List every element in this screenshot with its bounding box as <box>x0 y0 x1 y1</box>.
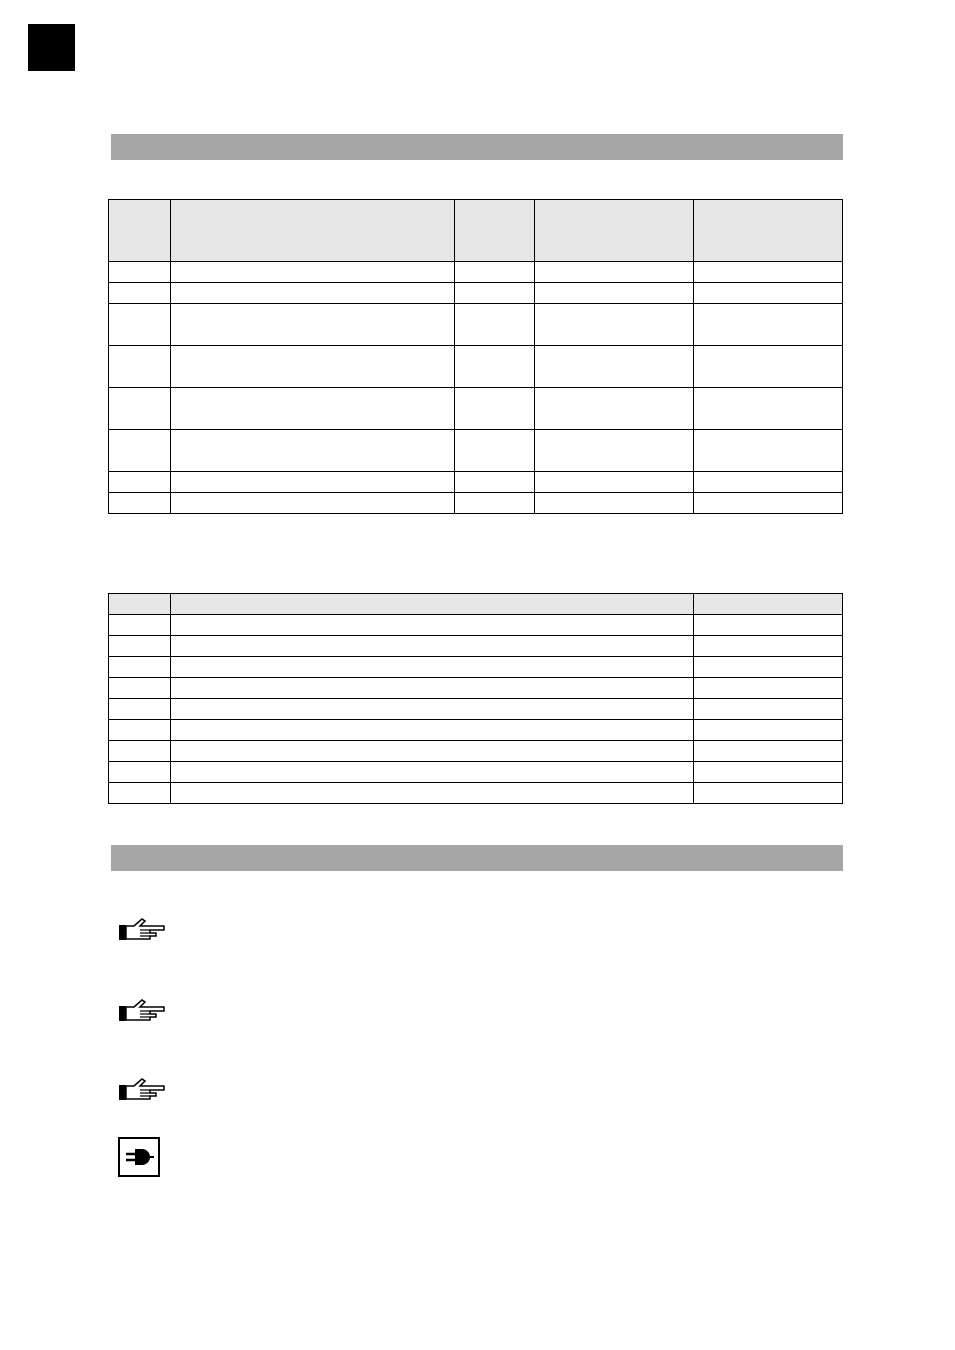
section-bar-2 <box>111 845 843 871</box>
table-cell <box>694 262 843 283</box>
table-cell <box>171 283 455 304</box>
table-cell <box>171 615 694 636</box>
table-cell <box>455 493 535 514</box>
table-cell <box>109 304 171 346</box>
table-row <box>109 636 843 657</box>
table-cell <box>455 262 535 283</box>
page-tab-marker <box>28 24 75 71</box>
table-cell <box>109 720 171 741</box>
table-row <box>109 472 843 493</box>
table-cell <box>455 472 535 493</box>
table-row <box>109 430 843 472</box>
table-cell <box>109 762 171 783</box>
table-header-cell <box>109 594 171 615</box>
table-cell <box>109 283 171 304</box>
table-cell <box>694 657 843 678</box>
table-cell <box>171 262 455 283</box>
table-cell <box>109 615 171 636</box>
power-plug-icon <box>123 1146 155 1168</box>
table-row <box>109 741 843 762</box>
table-row <box>109 493 843 514</box>
table-cell <box>694 762 843 783</box>
table-row <box>109 720 843 741</box>
table-header-cell <box>109 200 171 262</box>
pointing-hand-icon <box>116 1077 168 1105</box>
table-cell <box>694 636 843 657</box>
table-cell <box>455 430 535 472</box>
table-cell <box>171 720 694 741</box>
table-header-row <box>109 594 843 615</box>
pointing-hand-icon <box>116 917 168 945</box>
table-cell <box>694 346 843 388</box>
table-header-row <box>109 200 843 262</box>
table-cell <box>109 262 171 283</box>
table-cell <box>109 783 171 804</box>
table-row <box>109 615 843 636</box>
table-cell <box>694 304 843 346</box>
table-cell <box>694 783 843 804</box>
table-cell <box>694 283 843 304</box>
table-cell <box>455 388 535 430</box>
table-cell <box>171 472 455 493</box>
table-cell <box>694 430 843 472</box>
table-cell <box>694 472 843 493</box>
table-cell <box>455 346 535 388</box>
table-row <box>109 783 843 804</box>
table-cell <box>109 699 171 720</box>
table-cell <box>109 636 171 657</box>
table-cell <box>535 262 694 283</box>
table-cell <box>171 388 455 430</box>
table-cell <box>694 678 843 699</box>
table-cell <box>535 346 694 388</box>
table-cell <box>171 636 694 657</box>
table-cell <box>535 283 694 304</box>
table-header-cell <box>535 200 694 262</box>
table-header-cell <box>694 594 843 615</box>
table-row <box>109 699 843 720</box>
table-cell <box>694 741 843 762</box>
table-cell <box>535 388 694 430</box>
table-row <box>109 262 843 283</box>
table-row <box>109 283 843 304</box>
table-cell <box>171 304 455 346</box>
table-cell <box>109 430 171 472</box>
table-cell <box>109 741 171 762</box>
plug-warning-box <box>118 1137 160 1177</box>
table-cell <box>694 615 843 636</box>
specs-table <box>108 199 843 514</box>
table-header-cell <box>694 200 843 262</box>
table-cell <box>694 493 843 514</box>
pointing-hand-icon <box>116 998 168 1026</box>
details-table <box>108 593 843 804</box>
table-cell <box>694 720 843 741</box>
table-cell <box>171 430 455 472</box>
table-cell <box>109 346 171 388</box>
table-cell <box>171 741 694 762</box>
table-cell <box>109 472 171 493</box>
table-cell <box>455 304 535 346</box>
table-header-cell <box>455 200 535 262</box>
section-bar-1 <box>111 134 843 160</box>
table-cell <box>535 472 694 493</box>
table-cell <box>171 657 694 678</box>
table-cell <box>535 304 694 346</box>
table-cell <box>535 430 694 472</box>
table-cell <box>535 493 694 514</box>
table-cell <box>694 388 843 430</box>
table-row <box>109 304 843 346</box>
table-row <box>109 678 843 699</box>
table-cell <box>455 283 535 304</box>
table-cell <box>171 762 694 783</box>
table-row <box>109 346 843 388</box>
table-row <box>109 388 843 430</box>
table-cell <box>171 783 694 804</box>
table-cell <box>171 493 455 514</box>
table-cell <box>109 493 171 514</box>
table-cell <box>171 346 455 388</box>
table-row <box>109 762 843 783</box>
table-cell <box>694 699 843 720</box>
table-header-cell <box>171 594 694 615</box>
table-cell <box>109 657 171 678</box>
table-cell <box>109 388 171 430</box>
table-cell <box>171 678 694 699</box>
table-row <box>109 657 843 678</box>
table-header-cell <box>171 200 455 262</box>
table-cell <box>171 699 694 720</box>
table-cell <box>109 678 171 699</box>
